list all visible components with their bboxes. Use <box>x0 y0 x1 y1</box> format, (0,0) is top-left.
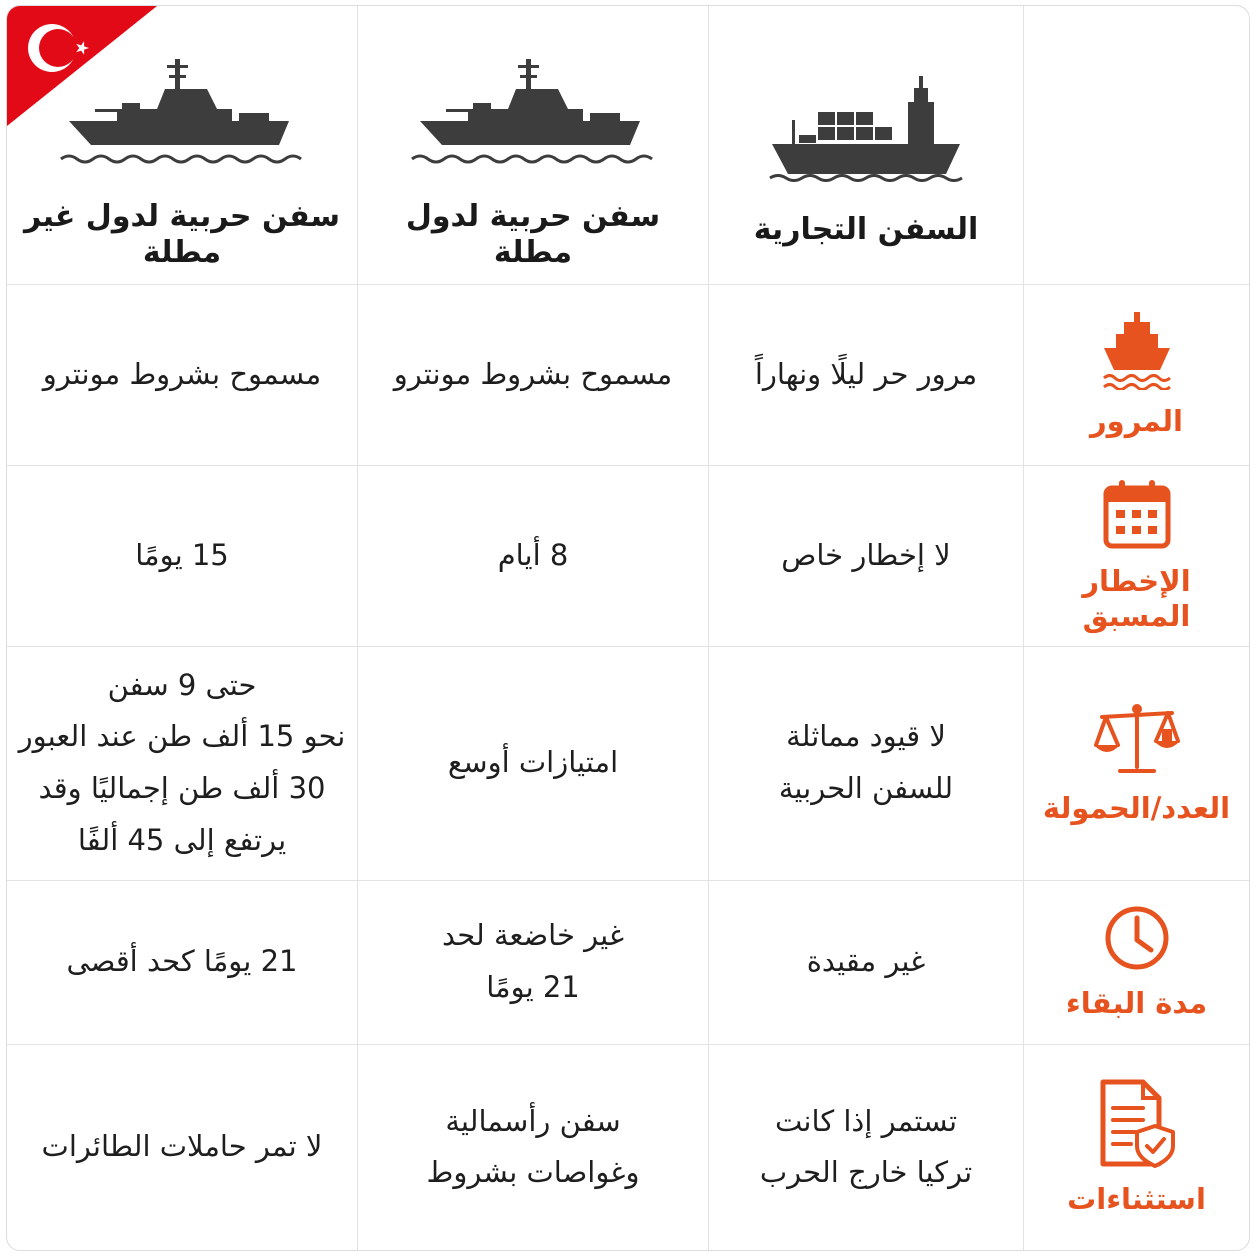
cell-merchant <box>709 646 1024 880</box>
cell-non-littoral <box>7 646 358 880</box>
cell-non-littoral <box>7 880 358 1044</box>
cell-merchant <box>709 284 1024 465</box>
cargo-ship-icon <box>766 72 966 182</box>
calendar-icon <box>1102 478 1172 550</box>
row-label-exceptions: استثناءات <box>1067 1181 1206 1216</box>
cell-text: مرور حر ليلًا ونهاراً <box>754 356 978 391</box>
cell-text: لا تمر حاملات الطائرات <box>41 1129 323 1164</box>
cell-text: حتى 9 سفن نحو 15 ألف طن عند العبور 30 ألف طن إجماليًا وقد يرتفع إلى 45 ألفًا <box>18 667 346 857</box>
column-header-merchant <box>709 6 1024 284</box>
row-label-cell <box>1024 465 1250 646</box>
row-label-cell <box>1024 880 1250 1044</box>
cell-text: مسموح بشروط مونترو <box>393 356 673 391</box>
cell-merchant <box>709 1044 1024 1250</box>
ship-icon <box>1102 310 1172 390</box>
cell-littoral <box>358 1044 709 1250</box>
comparison-table-card <box>6 5 1250 1251</box>
row-label-duration: مدة البقاء <box>1065 985 1208 1020</box>
cell-text: مسموح بشروط مونترو <box>42 356 322 391</box>
cell-text: 15 يومًا <box>135 537 229 572</box>
row-exceptions <box>7 1044 1249 1250</box>
cell-text: لا قيود مماثلة للسفن الحربية <box>778 719 954 805</box>
cell-merchant <box>709 465 1024 646</box>
header-row <box>7 6 1249 284</box>
column-header-littoral <box>358 6 709 284</box>
cell-text: امتيازات أوسع <box>447 745 619 780</box>
cell-text: 8 أيام <box>497 537 569 572</box>
column-title-littoral: سفن حربية لدول مطلة <box>405 198 661 270</box>
row-tonnage <box>7 646 1249 880</box>
document-shield-icon <box>1097 1078 1177 1168</box>
row-notification <box>7 465 1249 646</box>
row-passage <box>7 284 1249 465</box>
row-label-passage: المرور <box>1089 404 1184 439</box>
row-label-cell <box>1024 1044 1250 1250</box>
cell-littoral <box>358 880 709 1044</box>
cell-text: غير خاضعة لحد 21 يومًا <box>441 918 625 1004</box>
cell-text: تستمر إذا كانت تركيا خارج الحرب <box>759 1103 973 1190</box>
cell-littoral <box>358 284 709 465</box>
cell-littoral <box>358 465 709 646</box>
turkey-flag-icon <box>7 6 157 126</box>
row-duration <box>7 880 1249 1044</box>
cell-text: لا إخطار خاص <box>781 537 951 572</box>
cell-text: غير مقيدة <box>806 944 926 979</box>
cell-text: سفن رأسمالية وغواصات بشروط <box>426 1103 640 1190</box>
column-title-non-littoral: سفن حربية لدول غير مطلة <box>23 198 341 270</box>
cell-non-littoral <box>7 284 358 465</box>
column-title-merchant: السفن التجارية <box>753 211 979 247</box>
row-label-cell <box>1024 646 1250 880</box>
cell-non-littoral <box>7 1044 358 1250</box>
clock-icon <box>1103 904 1171 972</box>
cell-littoral <box>358 646 709 880</box>
corner-cell <box>1024 6 1250 284</box>
cell-text: 21 يومًا كحد أقصى <box>66 944 298 979</box>
cell-non-littoral <box>7 465 358 646</box>
row-label-cell <box>1024 284 1250 465</box>
row-label-tonnage: العدد/الحمولة <box>1042 790 1231 825</box>
comparison-table <box>7 6 1249 1250</box>
cell-merchant <box>709 880 1024 1044</box>
row-label-notification: الإخطار المسبق <box>1082 563 1191 633</box>
warship-icon <box>408 49 658 169</box>
scales-icon <box>1092 701 1182 777</box>
